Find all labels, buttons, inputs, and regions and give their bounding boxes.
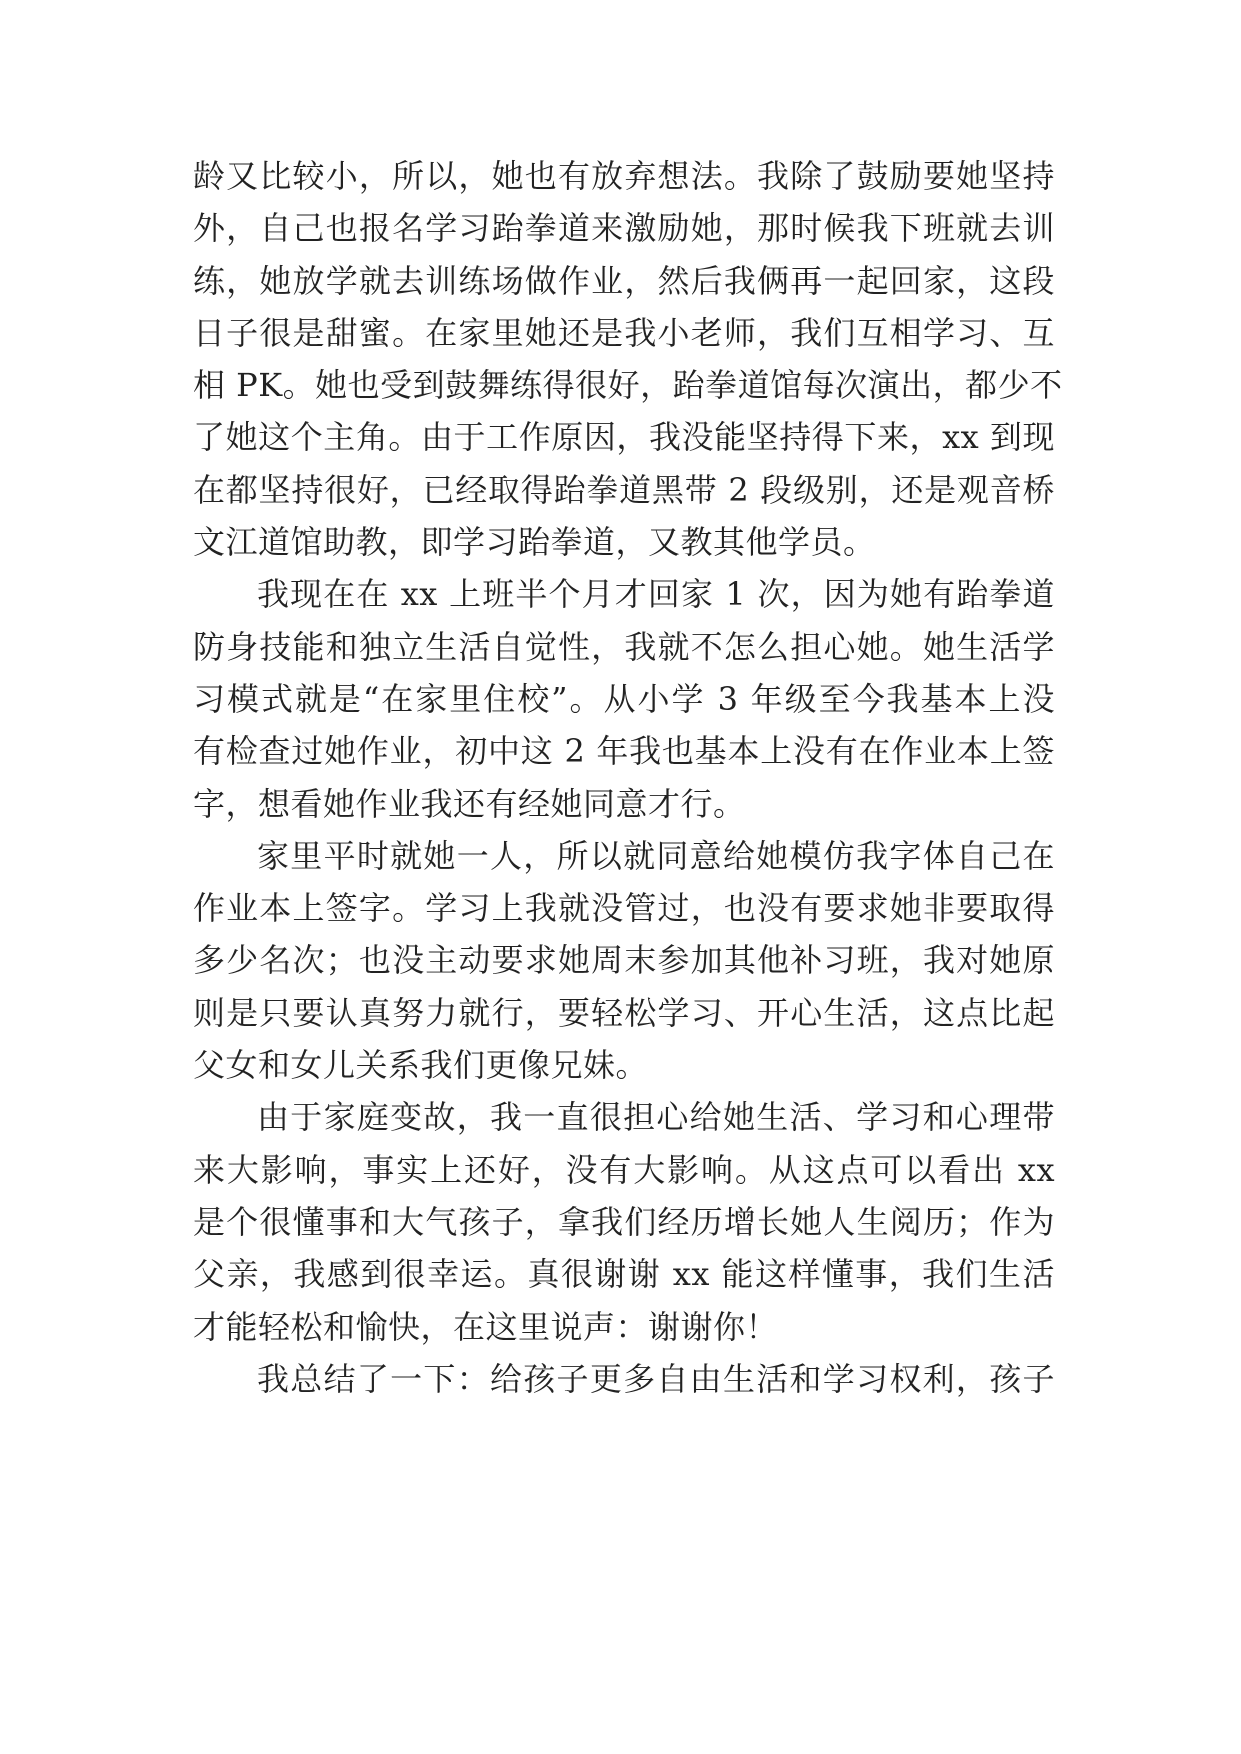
text-line: 才能轻松和愉快，在这里说声：谢谢你！ (193, 1307, 779, 1346)
text-line: 我现在在 xx 上班半个月才回家 1 次，因为她有跆拳道 (257, 575, 1055, 614)
text-line: 日子很是甜蜜。在家里她还是我小老师，我们互相学习、互 (193, 313, 1055, 352)
text-line: 多少名次；也没主动要求她周末参加其他补习班，我对她原 (193, 941, 1055, 980)
paragraph-3 (193, 830, 1055, 1091)
text-line: 来大影响，事实上还好，没有大影响。从这点可以看出 xx (193, 1150, 1055, 1189)
text-line: 习模式就是“在家里住校”。从小学 3 年级至今我基本上没 (193, 679, 1055, 718)
text-line: 练，她放学就去训练场做作业，然后我俩再一起回家，这段 (193, 261, 1055, 300)
text-line: 相 PK。她也受到鼓舞练得很好，跆拳道馆每次演出，都少不 (193, 366, 1063, 405)
paragraph-4 (193, 1091, 1055, 1352)
text-line: 则是只要认真努力就行，要轻松学习、开心生活，这点比起 (193, 993, 1055, 1032)
text-line: 在都坚持很好，已经取得跆拳道黑带 2 段级别，还是观音桥 (193, 470, 1055, 509)
text-line: 文江道馆助教，即学习跆拳道，又教其他学员。 (193, 523, 876, 562)
text-line: 有检查过她作业，初中这 2 年我也基本上没有在作业本上签 (193, 732, 1055, 771)
text-line: 家里平时就她一人，所以就同意给她模仿我字体自己在 (257, 836, 1055, 875)
text-line: 我总结了一下：给孩子更多自由生活和学习权利，孩子 (257, 1359, 1055, 1398)
text-line: 了她这个主角。由于工作原因，我没能坚持得下来，xx 到现 (193, 418, 1055, 457)
text-line: 作业本上签字。学习上我就没管过，也没有要求她非要取得 (193, 889, 1055, 928)
paragraph-2 (193, 568, 1055, 829)
text-line: 外，自己也报名学习跆拳道来激励她，那时候我下班就去训 (193, 209, 1055, 248)
text-line: 防身技能和独立生活自觉性，我就不怎么担心她。她生活学 (193, 627, 1055, 666)
text-line: 字，想看她作业我还有经她同意才行。 (193, 784, 746, 823)
text-line: 龄又比较小，所以，她也有放弃想法。我除了鼓励要她坚持 (193, 157, 1055, 195)
document-body (193, 150, 1063, 1405)
text-line: 父亲，我感到很幸运。真很谢谢 xx 能这样懂事，我们生活 (193, 1255, 1055, 1294)
text-line: 是个很懂事和大气孩子，拿我们经历增长她人生阅历；作为 (193, 1202, 1055, 1241)
paragraph-5 (193, 1353, 1055, 1405)
text-line: 父女和女儿关系我们更像兄妹。 (193, 1046, 649, 1085)
paragraph-1 (193, 150, 1063, 568)
text-line: 由于家庭变故，我一直很担心给她生活、学习和心理带 (257, 1098, 1055, 1137)
